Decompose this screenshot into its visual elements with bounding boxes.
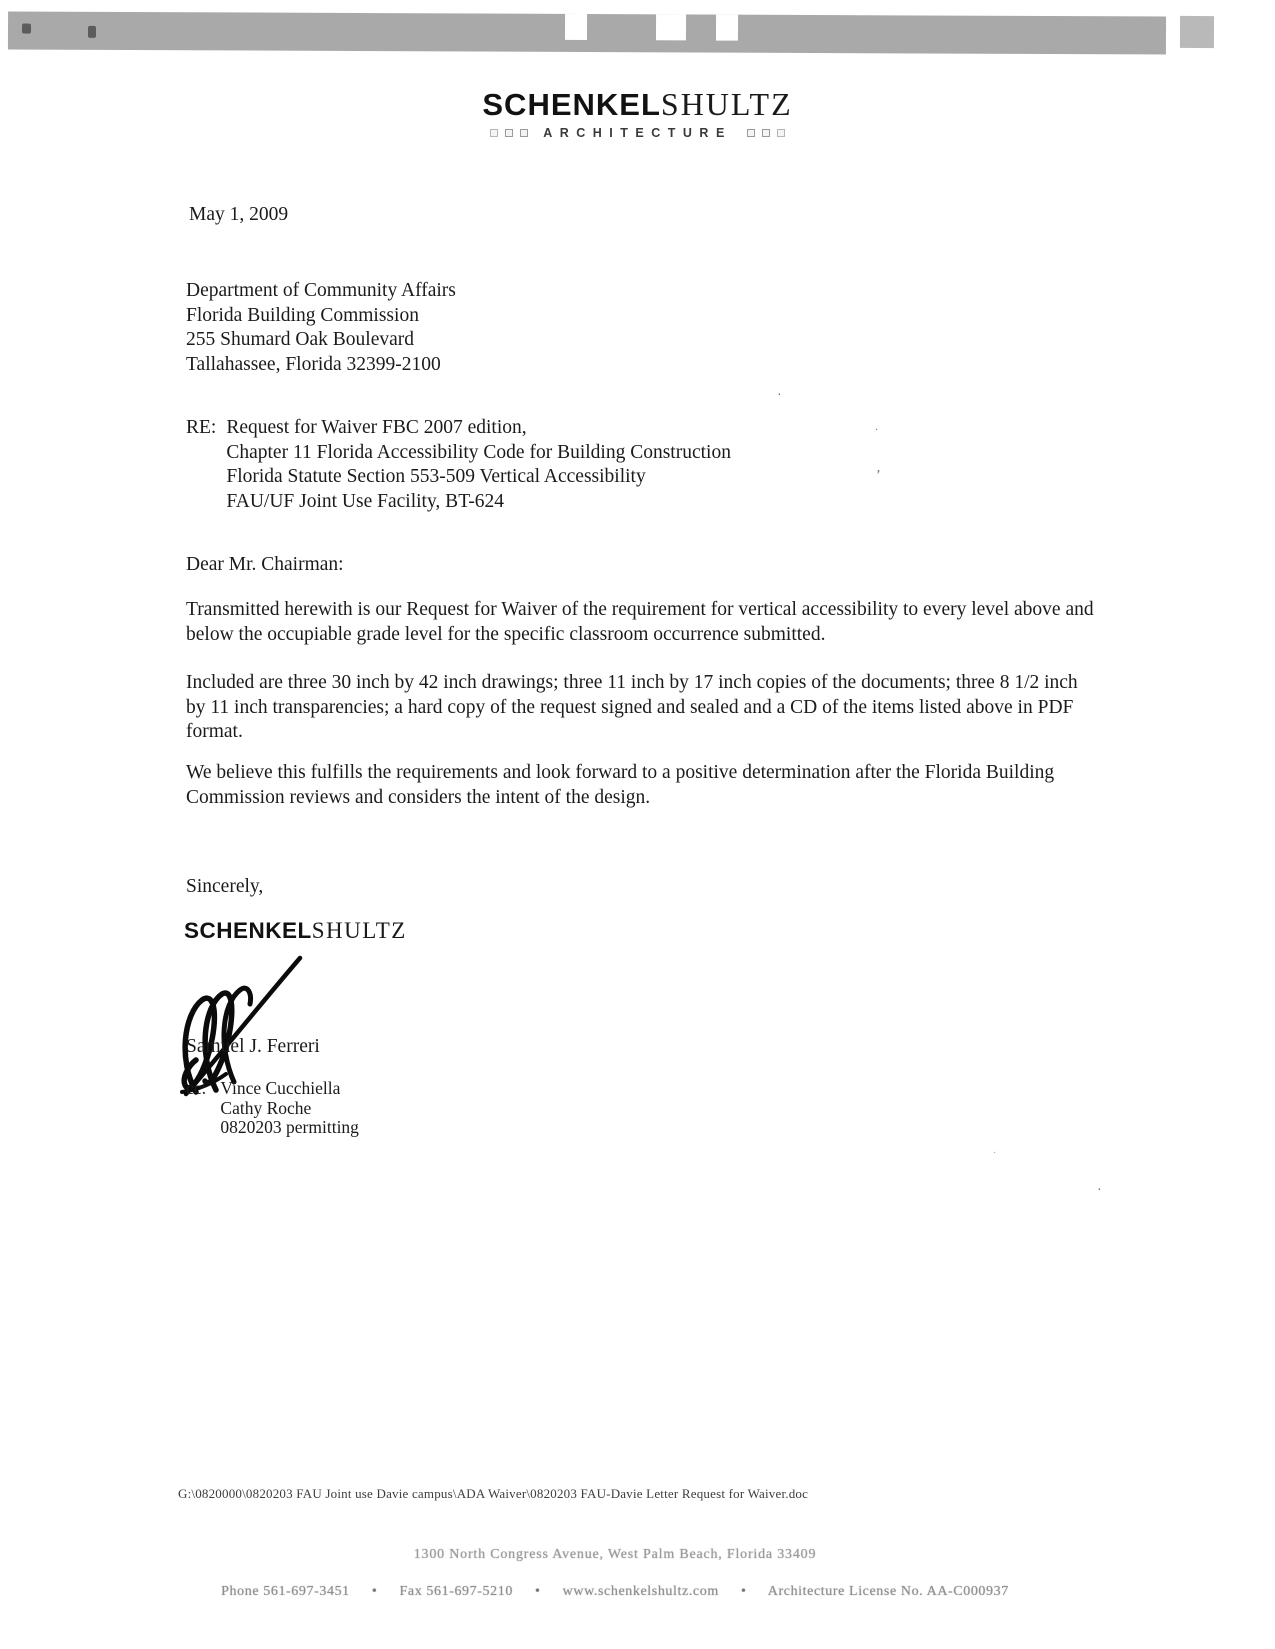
scan-speck: · <box>875 425 879 436</box>
logo-wordmark <box>0 86 1275 123</box>
logo-wordmark-light: SHULTZ <box>660 86 793 122</box>
cc-label: cc: <box>186 1078 207 1098</box>
cc-line: 0820203 permitting <box>220 1117 359 1137</box>
footer-separator-bullet: • <box>535 1584 541 1599</box>
footer-fax: Fax 561-697-5210 <box>399 1584 513 1599</box>
company-signature-line <box>184 918 407 944</box>
salutation: Dear Mr. Chairman: <box>186 554 344 575</box>
recipient-line: Florida Building Commission <box>186 304 419 326</box>
subject-line: Florida Statute Section 553-509 Vertical Accessibility <box>226 466 646 487</box>
body-paragraph: We believe this fulfills the requirements and look forward to a positive determination after the Florida Building Commission reviews and considers the intent of the design. <box>186 762 1055 808</box>
footer-website: www.schenkelshultz.com <box>562 1584 719 1599</box>
recipient-line: Department of Community Affairs <box>186 280 456 301</box>
logo-square-icon <box>490 129 498 137</box>
scan-artifact-band <box>8 11 1166 54</box>
signer-name: Samuel J. Ferreri <box>186 1036 320 1057</box>
cc-lines <box>220 1079 359 1138</box>
scan-speck: · <box>777 388 782 403</box>
logo-square-icon <box>777 129 785 137</box>
footer-address: 1300 North Congress Avenue, West Palm Beach, Florida 33409 <box>413 1547 817 1562</box>
footer-contact-line <box>0 1584 1230 1600</box>
scan-speck: · <box>993 1148 997 1159</box>
logo-square-icon <box>520 129 528 137</box>
letterhead-logo <box>0 86 1275 140</box>
scan-speck: · <box>1097 1183 1102 1198</box>
body-paragraph: Transmitted herewith is our Request for Waiver of the requirement for vertical accessibility to every level above and below the occupiable grade level for the specific classroom occurrence submitted. <box>186 599 1094 645</box>
body-paragraph: Included are three 30 inch by 42 inch drawings; three 11 inch by 17 inch copies of the documents; three 8 1/2 inch by 11 inch transparencies; a hard copy of the request signed and sealed and a CD of the items listed above in PDF format. <box>186 672 1078 742</box>
logo-square-icon <box>505 129 513 137</box>
footer-separator-bullet: • <box>371 1584 378 1599</box>
logo-subtitle-row <box>0 126 1275 140</box>
logo-square-icon <box>762 129 770 137</box>
subject-lines <box>226 416 731 514</box>
scan-artifact-band-right <box>1180 16 1214 48</box>
cc-line: Cathy Roche <box>220 1097 312 1118</box>
footer-phone: Phone 561-697-3451 <box>221 1584 350 1599</box>
logo-square-icon <box>747 129 755 137</box>
cc-block <box>186 1079 359 1138</box>
scan-speck <box>88 26 96 38</box>
footer-license: Architecture License No. AA-C000937 <box>767 1584 1009 1599</box>
subject-line: FAU/UF Joint Use Facility, BT-624 <box>226 490 505 512</box>
company-name-bold: SCHENKEL <box>184 918 312 943</box>
cc-line: Vince Cucchiella <box>220 1078 341 1098</box>
subject-block <box>186 416 731 514</box>
document-file-path: G:\0820000\0820203 FAU Joint use Davie campus\ADA Waiver\0820203 FAU-Davie Letter Request for Waiver.doc <box>178 1486 809 1501</box>
logo-wordmark-bold: SCHENKEL <box>482 87 661 122</box>
subject-line: Chapter 11 Florida Accessibility Code for Building Construction <box>226 441 731 463</box>
recipient-address <box>186 279 456 377</box>
subject-line: Request for Waiver FBC 2007 edition, <box>226 417 527 438</box>
scan-speck: ’ <box>876 468 881 483</box>
company-name-light: SHULTZ <box>311 918 407 943</box>
scan-band-notch <box>656 14 686 40</box>
recipient-line: Tallahassee, Florida 32399-2100 <box>186 353 441 375</box>
scan-band-notch <box>716 15 738 41</box>
footer-separator-bullet: • <box>740 1584 747 1599</box>
scan-speck <box>22 24 31 34</box>
subject-label: RE: <box>186 417 217 438</box>
recipient-line: 255 Shumard Oak Boulevard <box>186 329 415 350</box>
scan-band-notch <box>565 14 587 40</box>
letter-date: May 1, 2009 <box>189 204 289 225</box>
closing: Sincerely, <box>186 876 264 897</box>
logo-subtitle: ARCHITECTURE <box>543 126 732 140</box>
